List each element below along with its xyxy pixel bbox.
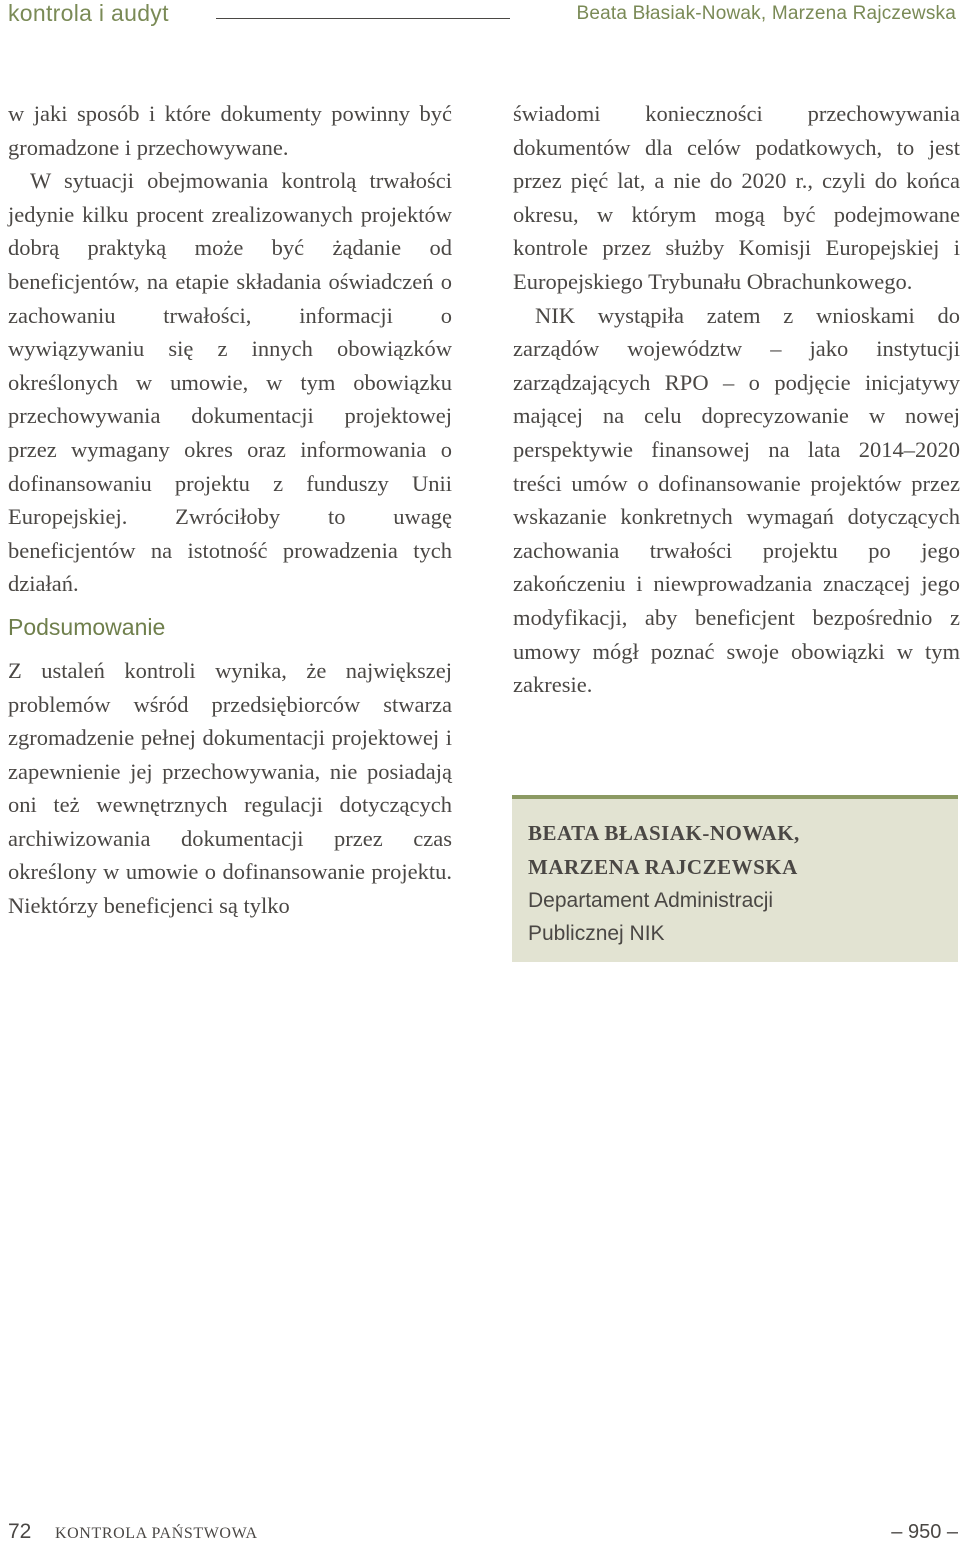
right-column — [513, 97, 960, 702]
page-number: 72 — [8, 1520, 32, 1543]
paragraph: świadomi konieczności przechowywania dokumentów dla celów podatkowych, to jest przez pięć lat, a nie do 2020 r., czyli do końca okresu, w którym mogą być podejmowane kontrole przez służby Komisji Europejskiej i Europejskiego Trybunału Obrachunkowego. — [513, 101, 960, 294]
author-department: Departament Administracji — [528, 889, 774, 912]
author-name: MARZENA RAJCZEWSKA — [528, 855, 798, 879]
left-column — [8, 97, 452, 923]
running-header — [8, 0, 956, 34]
journal-name: KONTROLA PAŃSTWOWA — [55, 1525, 258, 1542]
issue-number: – 950 – — [891, 1521, 958, 1543]
section-heading: Podsumowanie — [8, 613, 166, 640]
section-title: kontrola i audyt — [8, 0, 169, 26]
author-department: Publicznej NIK — [528, 922, 665, 945]
author-name: BEATA BŁASIAK-NOWAK, — [528, 821, 800, 845]
page-footer — [8, 1520, 958, 1548]
paragraph: NIK wystąpiła zatem z wnioskami do zarządów województw – jako instytucji zarządzających RPO – o podjęcie inicjatywy mającej na celu doprecyzowanie w nowej perspektywie finansowej na lata 2014–2020 treści umów o dofinansowanie projektów przez wskazanie konkretnych wymagań dotyczących zachowania trwałości projektu po jego zakończeniu i niewprowadzania znaczącej jego modyfikacji, aby beneficjent bezpośrednio z umowy mógł poznać swoje obowiązki w tym zakresie. — [513, 302, 960, 698]
author-box — [512, 795, 958, 962]
paragraph: w jaki sposób i które dokumenty powinny być gromadzone i przechowywane. — [8, 101, 452, 160]
paragraph: Z ustaleń kontroli wynika, że największej problemów wśród przedsiębiorców stwarza zgromadzenie pełnej dokumentacji projektowej i zapewnienie jej przechowywania, nie posiadają oni też wewnętrznych regulacji dotyczących archiwizowania dokumentacji przez czas określony w umowie o dofinansowanie projektu. Niektórzy beneficjenci są tylko — [8, 657, 452, 919]
running-authors: Beata Błasiak-Nowak, Marzena Rajczewska — [576, 3, 956, 24]
header-rule — [216, 18, 510, 19]
paragraph: W sytuacji obejmowania kontrolą trwałości jedynie kilku procent zrealizowanych projektów dobrą praktyką może być żądanie od beneficjentów, na etapie składania oświadczeń o zachowaniu trwałości, informacji o wywiązywaniu się z innych obowiązków określonych w umowie, w tym obowiązku przechowywania dokumentacji projektowej przez wymagany okres oraz informowania o dofinansowaniu projektu z funduszy Unii Europejskiej. Zwróciłoby to uwagę beneficjentów na istotność prowadzenia tych działań. — [8, 168, 452, 597]
